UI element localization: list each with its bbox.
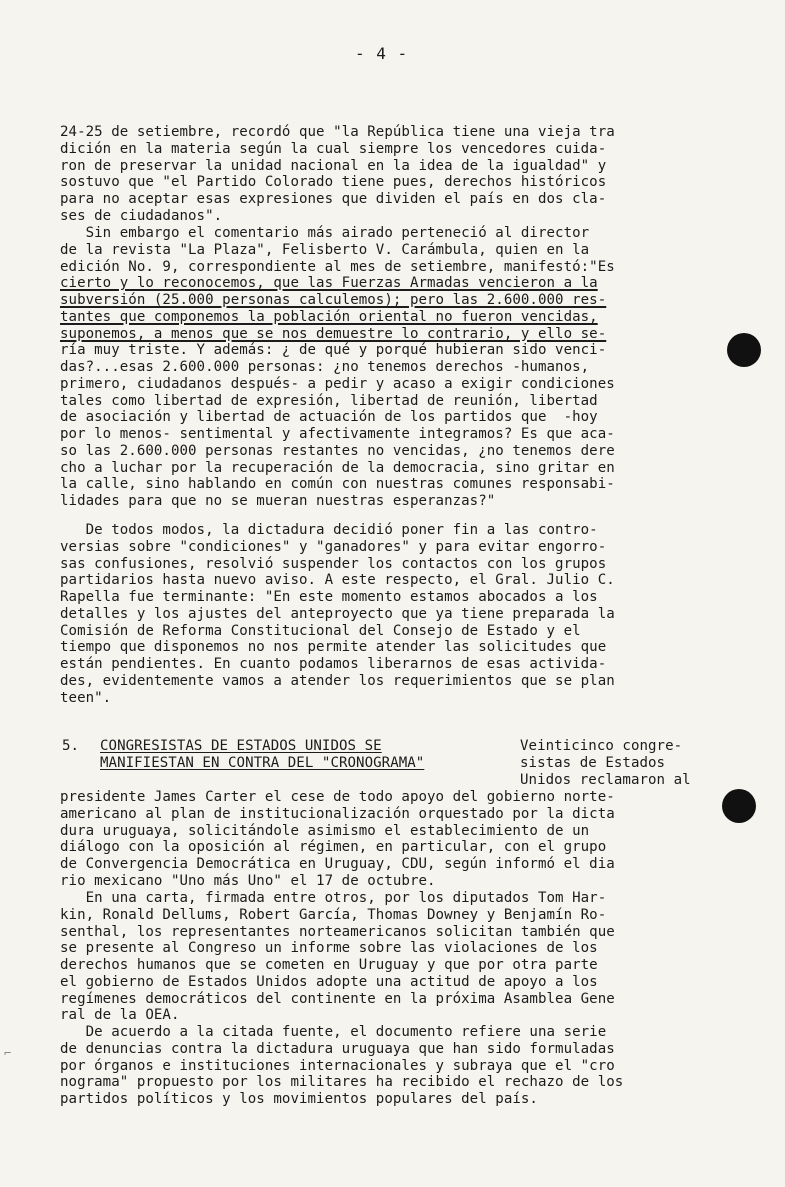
text-line: cho a luchar por la recuperación de la democracia, sino gritar en xyxy=(60,459,615,476)
text-line: por órganos e instituciones internacionales y subraya que el "cro xyxy=(60,1057,615,1074)
page-number: - 4 - xyxy=(355,44,409,63)
text-line: ría muy triste. Y además: ¿ de qué y porqué hubieran sido venci- xyxy=(60,342,607,359)
paragraph-2 xyxy=(60,225,728,510)
text-line: En una carta, firmada entre otros, por los diputados Tom Har- xyxy=(60,890,607,906)
text-line: por lo menos- sentimental y afectivamente integramos? Es que aca- xyxy=(60,426,615,442)
text-line: nograma" propuesto por los militares ha recibido el rechazo de los xyxy=(60,1074,624,1091)
text-line: das?...esas 2.600.000 personas: ¿no tenemos derechos -humanos, xyxy=(60,359,590,375)
text-line: Unidos reclamaron al xyxy=(520,771,691,788)
text-line: americano al plan de institucionalización orquestado por la dicta xyxy=(60,805,615,822)
text-line: primero, ciudadanos después- a pedir y acaso a exigir condiciones xyxy=(60,375,615,392)
text-line: Rapella fue terminante: "En este momento estamos abocados a los xyxy=(60,589,598,605)
punch-hole-icon xyxy=(727,333,761,367)
punch-hole-icon xyxy=(722,789,756,823)
text-line: senthal, los representantes norteamericanos solicitan también que xyxy=(60,923,615,940)
section-title xyxy=(100,738,424,772)
text-line: de la revista "La Plaza", Felisberto V. Carámbula, quien en la xyxy=(60,241,590,258)
text-line: ron de preservar la unidad nacional en la idea de la igualdad" y xyxy=(60,157,607,174)
paragraph-6 xyxy=(60,1024,728,1108)
text-line: diálogo con la oposición al régimen, en particular, con el grupo xyxy=(60,839,607,856)
text-line: so las 2.600.000 personas restantes no vencidas, ¿no tenemos dere xyxy=(60,442,615,459)
text-line: para no aceptar esas expresiones que dividen el país en dos cla- xyxy=(60,191,607,207)
text-line: De acuerdo a la citada fuente, el documento refiere una serie xyxy=(60,1024,607,1040)
text-line: edición No. 9, correspondiente al mes de setiembre, manifestó:"Es xyxy=(60,258,615,275)
text-line: tiempo que disponemos no nos permite atender las solicitudes que xyxy=(60,639,607,656)
underlined-quote-line: subversión (25.000 personas calculemos); pero las 2.600.000 res- xyxy=(60,292,607,308)
text-line: tales como libertad de expresión, libertad de reunión, libertad xyxy=(60,392,598,409)
underlined-quote-line: tantes que componemos la población oriental no fueron vencidas, xyxy=(60,308,598,325)
text-line: detalles y los ajustes del anteproyecto que ya tiene preparada la xyxy=(60,605,615,622)
text-line: el gobierno de Estados Unidos adopte una actitud de apoyo a los xyxy=(60,973,598,990)
text-line: de Convergencia Democrática en Uruguay, CDU, según informó el dia xyxy=(60,856,615,872)
text-line: sostuvo que "el Partido Colorado tiene pues, derechos históricos xyxy=(60,174,607,191)
text-line: se presente al Congreso un informe sobre las violaciones de los xyxy=(60,940,598,957)
paragraph-5 xyxy=(60,890,728,1024)
text-line: De todos modos, la dictadura decidió poner fin a las contro- xyxy=(60,522,598,538)
text-line: des, evidentemente vamos a atender los requerimientos que se plan xyxy=(60,672,615,689)
text-line: dición en la materia según la cual siempre los vencedores cuida- xyxy=(60,140,607,157)
text-line: sas confusiones, resolvió suspender los contactos con los grupos xyxy=(60,555,607,572)
text-line: versias sobre "condiciones" y "ganadores" y para evitar engorro- xyxy=(60,538,607,555)
text-line: Veinticinco congre- xyxy=(520,738,683,754)
text-line: derechos humanos que se cometen en Uruguay y que por otra parte xyxy=(60,957,598,973)
section-title-line: CONGRESISTAS DE ESTADOS UNIDOS SE xyxy=(100,738,382,754)
text-line: están pendientes. En cuanto podamos liberarnos de esas activida- xyxy=(60,656,607,672)
text-line: presidente James Carter el cese de todo apoyo del gobierno norte- xyxy=(60,789,615,805)
section-title-line: MANIFIESTAN EN CONTRA DEL "CRONOGRAMA" xyxy=(100,754,425,771)
text-line: la calle, sino hablando en común con nuestras comunes responsabi- xyxy=(60,476,615,493)
text-line: de denuncias contra la dictadura uruguaya que han sido formuladas xyxy=(60,1040,615,1057)
paragraph-3 xyxy=(60,522,728,706)
text-line: lidades para que no se mueran nuestras esperanzas?" xyxy=(60,493,496,509)
text-line: Comisión de Reforma Constitucional del Consejo de Estado y el xyxy=(60,622,581,639)
underlined-quote-line: cierto y lo reconocemos, que las Fuerzas Armadas vencieron a la xyxy=(60,275,598,292)
underlined-quote-line: suponemos, a menos que se nos demuestre lo contrario, y ello se- xyxy=(60,325,607,342)
text-line: Sin embargo el comentario más airado perteneció al director xyxy=(60,225,590,241)
text-line: de asociación y libertad de actuación de los partidos que -hoy xyxy=(60,409,598,426)
section-intro xyxy=(520,738,691,788)
text-line: dura uruguaya, solicitándole asimismo el establecimiento de un xyxy=(60,822,590,839)
paragraph-4 xyxy=(60,789,728,890)
stray-mark: ⌐ xyxy=(4,1046,12,1060)
section-number: 5. xyxy=(62,738,80,754)
text-line: kin, Ronald Dellums, Robert García, Thomas Downey y Benjamín Ro- xyxy=(60,906,607,923)
text-line: partidos políticos y los movimientos populares del país. xyxy=(60,1091,538,1107)
text-line: partidarios hasta nuevo aviso. A este respecto, el Gral. Julio C. xyxy=(60,572,615,589)
text-line: rio mexicano "Uno más Uno" el 17 de octubre. xyxy=(60,872,436,889)
text-line: regímenes democráticos del continente en la próxima Asamblea Gene xyxy=(60,990,615,1007)
text-line: sistas de Estados xyxy=(520,754,666,771)
text-line: ral de la OEA. xyxy=(60,1007,180,1024)
paragraph-1 xyxy=(60,124,728,225)
text-line: 24-25 de setiembre, recordó que "la República tiene una vieja tra xyxy=(60,124,615,140)
text-line: teen". xyxy=(60,689,112,706)
text-line: ses de ciudadanos". xyxy=(60,207,223,224)
